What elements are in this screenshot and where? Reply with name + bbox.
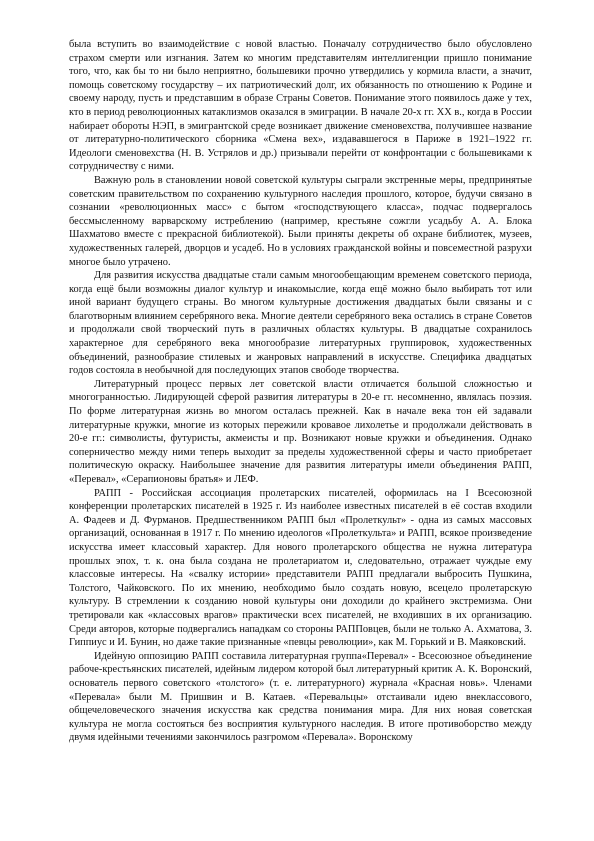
paragraph-literary-process: Литературный процесс первых лет советской власти отличается большой сложностью и многогранностью. Лидирующей сферой развития литературы в 20-е гг. несомненно, являлась поэзия. По форме литературная жизнь во многом осталась прежней. Как в начале века тон ей задавали литературные кружки, многие из которых пережили кровавое лихолетье и продолжали действовать в 20-е гг.: символисты, футуристы, акмеисты и пр. Возникают новые кружки и объединения. Однако соперничество между ними теперь выходит за пределы художественной сферы и часто приобретает политическую окраску. Наибольшее значение для развития литературы имели объединения РАПП, «Перевал», «Серапионовы братья» и ЛЕФ.	[69, 378, 532, 485]
paragraph-cultural-heritage: Важную роль в становлении новой советской культуры сыграли экстренные меры, предпринятые советским правительством по сохранению культурного наследия прошлого, которое, будучи связано в сознании «революционных масс» с бытом «господствующего класса», подчас подвергалось бессмысленному варварскому истреблению (например, крестьяне сожгли усадьбу А. А. Блока Шахматово вместе с прекрасной библиотекой). Были приняты декреты об охране библиотек, музеев, художественных галерей, дворцов и усадеб. Но в условиях гражданской войны и повсеместной разрухи многое было утрачено.	[69, 174, 532, 268]
paragraph-rapp: РАПП - Российская ассоциация пролетарских писателей, оформилась на I Всесоюзной конференции пролетарских писателей в 1925 г. Из наиболее известных писателей в её состав входили А. Фадеев и Д. Фурманов. Предшественником РАПП был «Пролеткульт» - одна из самых массовых организаций, основанная в 1917 г. По мнению идеологов «Пролеткульта» и РАПП, всякое произведение искусства имеет классовый характер. Для нового пролетарского общества не нужна литература прошлых эпох, т. к. она была создана не пролетариатом и, следовательно, отражает чуждые ему классовые интересы. На «свалку истории» представители РАПП предлагали выбросить Пушкина, Толстого, Чайковского. По их мнению, необходимо было создать новую, всецело пролетарскую культуру. В стремлении к созданию новой культуры они доходили до крайнего экстремизма. Они третировали как «классовых врагов» практически всех писателей, не входивших в их организацию. Среди авторов, которые подвергались нападкам со стороны РАППовцев, были не только А. Ахматова, З. Гиппиус и И. Бунин, но даже такие признанные «певцы революции», как М. Горький и В. Маяковский.	[69, 487, 532, 649]
paragraph-pereval: Идейную оппозицию РАПП составила литературная группа«Перевал» - Всесоюзное объединение рабоче-крестьянских писателей, идейным лидером которой был литературный критик А. К. Воронский, основатель первого советского «толстого» (т. е. литературного) журнала «Красная новь». Членами «Перевала» были М. Пришвин и В. Катаев. «Перевальцы» отстаивали идею внеклассового, общечеловеческого значения искусства как средства понимания мира. Для них новая советская культура не могла состояться без восприятия культурного наследия. В итоге противоборство между двумя идейными течениями закончилось разгромом «Перевала». Воронскому	[69, 650, 532, 744]
paragraph-smenovekhstvo: была вступить во взаимодействие с новой властью. Поначалу сотрудничество было обусловлено страхом смерти или изгнания. Затем ко многим представителям интеллигенции пришло понимание того, что, как бы то ни было неприятно, большевики прочно утвердились у кормила власти, а значит, помощь советскому государству – их патриотический долг, их обязанность по отношению к Родине и своему народу, пусть и представшим в образе Страны Советов. Понимание этого появилось даже у тех, кто в период революционных катаклизмов оказался в эмиграции. В начале 20-х гг. XX в., когда в России набирает обороты НЭП, в эмигрантской среде возникает движение сменовехства, получившее название от литературно-политического сборника «Смена вех», издававшегося в Париже в 1921–1922 гг. Идеологи сменовехства (Н. В. Устрялов и др.) призывали перейти от конфронтации с большевиками к сотрудничеству с ними.	[69, 39, 532, 173]
paragraph-twenties-art: Для развития искусства двадцатые стали самым многообещающим временем советского периода, когда ещё были возможны диалог культур и инакомыслие, когда ещё можно было выбирать тот или иной вариант будущего страны. Во многом культурные достижения двадцатых были связаны и с благотворным влиянием серебряного века. Многие деятели серебряного века остались в стране Советов и продолжали свой творческий путь в различных областях культуры. В двадцатые сохранилось характерное для серебряного века многообразие литературных группировок, художественных объединений, разнообразие стилевых и жанровых направлений в искусстве. Специфика двадцатых годов состояла в необычной для последующих этапов свободе творчества.	[69, 270, 532, 377]
